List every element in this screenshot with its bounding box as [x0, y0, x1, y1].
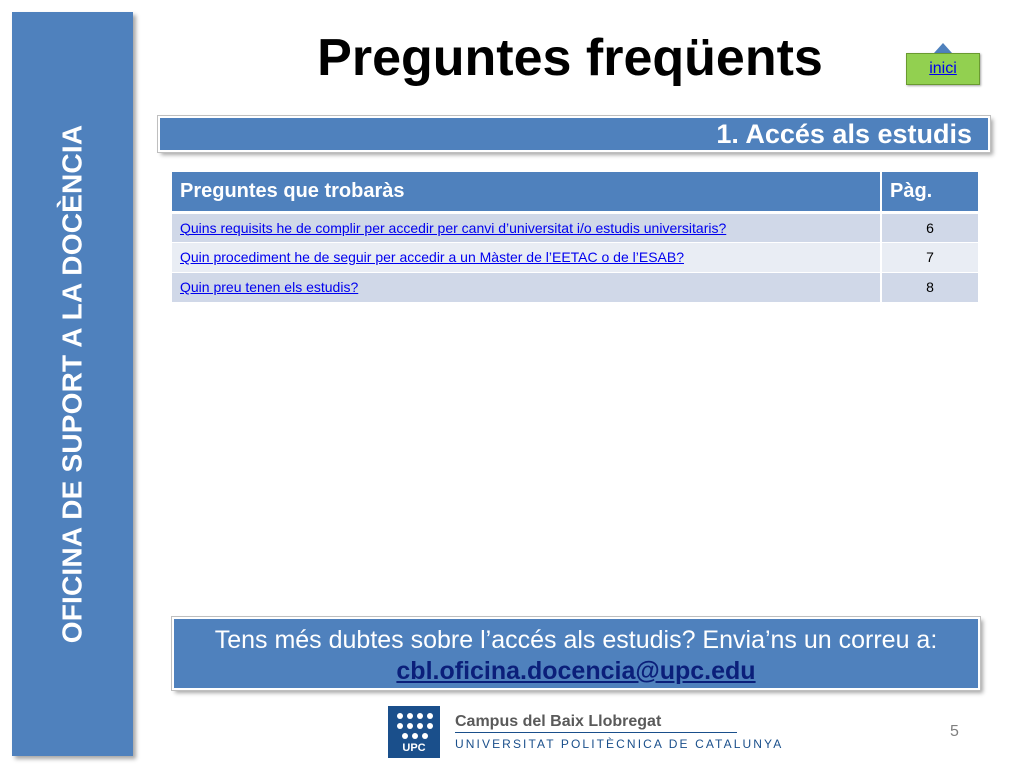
- logo-text: UPC: [402, 742, 426, 754]
- page-cell: 6: [881, 212, 978, 242]
- side-banner: [12, 12, 133, 756]
- contact-box: [172, 617, 980, 690]
- section-header: [158, 116, 990, 152]
- page-title: Preguntes freqüents: [317, 29, 823, 87]
- table-header-row: [172, 172, 978, 212]
- column-header-page: Pàg.: [881, 172, 978, 212]
- column-header-question: Preguntes que trobaràs: [172, 172, 881, 212]
- contact-email-link[interactable]: cbl.oficina.docencia@upc.edu: [396, 657, 756, 685]
- question-cell: [172, 242, 881, 272]
- home-button[interactable]: [906, 43, 980, 85]
- campus-name: Campus del Baix Llobregat: [455, 713, 662, 730]
- home-icon: [934, 43, 952, 53]
- question-cell: [172, 272, 881, 302]
- question-link[interactable]: Quins requisits he de complir per accedir per canvi d’universitat i/o estudis universitaris?: [180, 219, 727, 236]
- section-title: 1. Accés als estudis: [716, 118, 972, 149]
- side-banner-text: OFICINA DE SUPORT A LA DOCÈNCIA: [56, 124, 88, 644]
- question-link[interactable]: Quin preu tenen els estudis?: [180, 279, 359, 295]
- university-name: UNIVERSITAT POLITÈCNICA DE CATALUNYA: [455, 737, 784, 751]
- table-row: [172, 242, 978, 272]
- page-number: 5: [950, 723, 959, 740]
- page-cell: 7: [881, 242, 978, 272]
- faq-table: [172, 172, 978, 303]
- page-cell: 8: [881, 272, 978, 302]
- upc-logo: [388, 706, 440, 758]
- table-row: [172, 272, 978, 302]
- home-button-label[interactable]: inici: [929, 60, 957, 77]
- home-button-box[interactable]: [906, 53, 980, 85]
- question-cell: [172, 212, 881, 242]
- table-row: [172, 212, 978, 242]
- question-link[interactable]: Quin procediment he de seguir per accedir a un Màster de l’EETAC o de l’ESAB?: [180, 249, 684, 265]
- footer-divider: [455, 732, 737, 733]
- contact-text: Tens més dubtes sobre l’accés als estudis? Envia’ns un correu a:: [214, 626, 938, 654]
